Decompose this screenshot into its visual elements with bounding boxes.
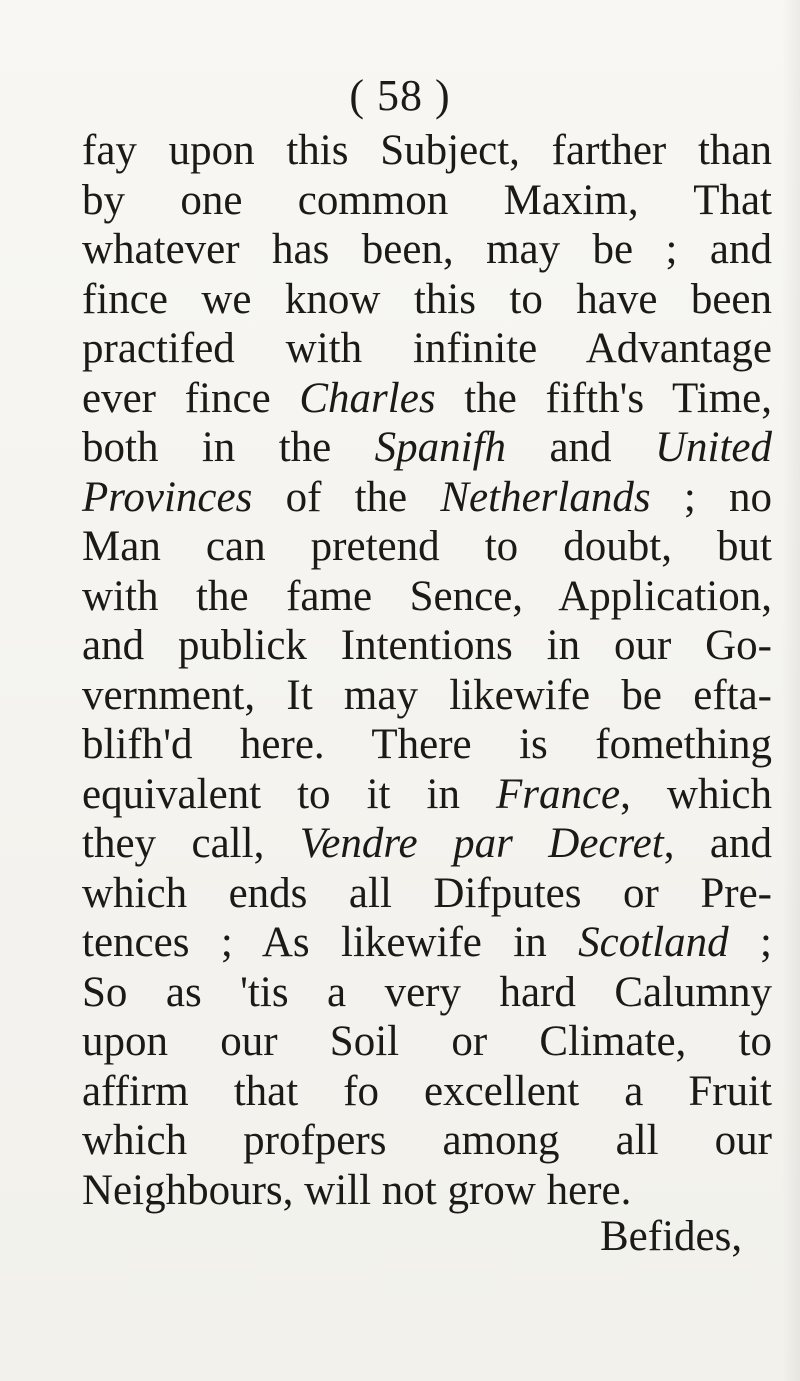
text-line xyxy=(82,768,772,822)
text-line xyxy=(82,273,772,327)
text-line xyxy=(82,1114,772,1168)
text-run: which profpers among all our xyxy=(82,1117,772,1164)
text-run: both in the xyxy=(82,424,375,471)
text-run: whatever has been, may be ; and xyxy=(82,226,772,273)
text-run: fay upon this Subject, farther than xyxy=(82,127,772,174)
text-line xyxy=(82,669,772,723)
text-run: ; xyxy=(728,919,772,966)
text-run: and publick Intentions in our Go- xyxy=(82,622,772,669)
text-run: and xyxy=(506,424,655,471)
text-run: ; no xyxy=(650,473,772,521)
italic-phrase: Spanifh xyxy=(374,424,507,471)
text-line xyxy=(82,718,772,772)
text-run: So as 'tis a very hard Calumny xyxy=(82,968,772,1016)
text-run: practifed with infinite Advantage xyxy=(82,325,772,372)
text-line xyxy=(82,174,772,228)
text-run: with the fame Sence, Application, xyxy=(82,572,772,620)
text-run: which ends all Difputes or Pre- xyxy=(82,869,772,917)
text-line xyxy=(82,223,772,277)
italic-phrase: Netherlands xyxy=(440,473,651,521)
text-run: Neighbours, will not grow here. xyxy=(82,1166,632,1214)
text-line xyxy=(82,867,772,921)
italic-phrase: Vendre par Decret xyxy=(299,820,664,867)
italic-phrase: France xyxy=(495,770,621,818)
text-run: of the xyxy=(252,473,441,521)
text-line xyxy=(82,1015,772,1069)
italic-phrase: Scotland xyxy=(578,919,729,966)
text-run: equivalent to it in xyxy=(82,770,496,818)
italic-phrase: Provinces xyxy=(82,473,253,521)
text-line xyxy=(82,322,772,376)
text-line xyxy=(82,619,772,673)
italic-phrase: United xyxy=(654,424,772,471)
text-run: they call, xyxy=(82,820,300,867)
text-line xyxy=(82,817,772,871)
text-run: ever fince xyxy=(82,374,300,422)
text-run: by one common Maxim, That xyxy=(82,176,772,224)
text-line xyxy=(82,471,772,525)
text-line xyxy=(82,421,772,475)
text-line xyxy=(82,966,772,1020)
catchword: Befides, xyxy=(600,1213,743,1260)
text-line xyxy=(82,916,772,970)
page-edge-shadow xyxy=(782,0,800,1381)
text-line xyxy=(82,124,772,178)
text-run: , which xyxy=(620,770,772,818)
text-line xyxy=(82,570,772,624)
text-run: the fifth's Time, xyxy=(435,374,772,422)
text-run: affirm that fo excellent a Fruit xyxy=(82,1067,772,1115)
text-run: vernment, It may likewife be efta- xyxy=(82,671,772,719)
text-run: fince we know this to have been xyxy=(82,275,772,323)
italic-phrase: Charles xyxy=(299,374,436,422)
text-run: blifh'd here. There is fomething xyxy=(82,721,772,768)
page-number: ( 58 ) xyxy=(349,71,451,120)
text-run: upon our Soil or Climate, to xyxy=(82,1018,772,1065)
text-run: tences ; As likewife in xyxy=(82,919,579,966)
text-line xyxy=(82,520,772,574)
text-line xyxy=(82,372,772,426)
text-line xyxy=(82,1065,772,1119)
text-run: Man can pretend to doubt, but xyxy=(82,523,772,570)
text-run: , and xyxy=(663,820,772,867)
